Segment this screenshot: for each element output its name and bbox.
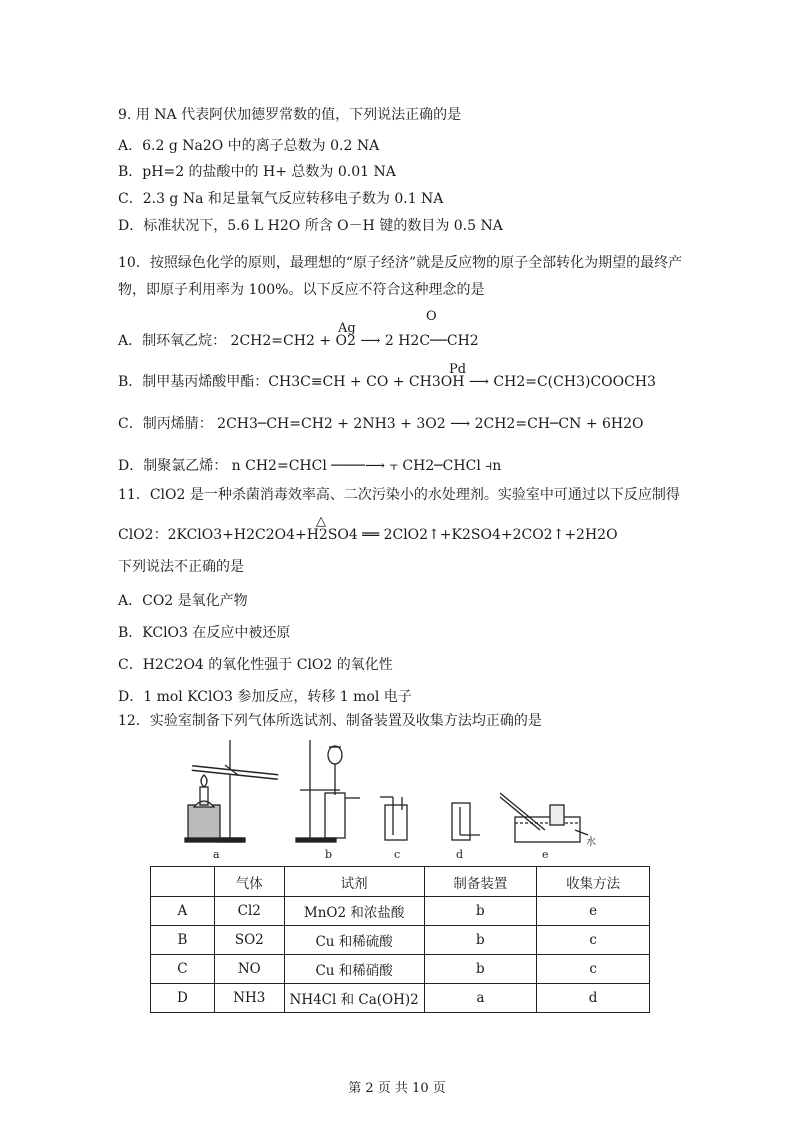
q10-catalyst-pd: Pd (449, 362, 467, 377)
table-header-cell: 收集方法 (537, 867, 650, 897)
q10-stem-line2: 物，即原子利用率为 100%。以下反应不符合这种理念的是 (118, 282, 485, 298)
table-row (151, 897, 650, 926)
q10-option-d: D．制聚氯乙烯： n CH2=CHCl ────⟶ ⫟ CH2─CHCl ⫞n (118, 458, 502, 474)
apparatus-label-c: c (394, 848, 401, 861)
apparatus-b-icon (296, 740, 360, 842)
table-header-cell: 气体 (214, 867, 284, 897)
q11-heat-sign: △ (316, 514, 326, 529)
q9-option-c: C．2.3 g Na 和足量氧气反应转移电子数为 0.1 NA (118, 191, 444, 207)
q10-option-c: C．制丙烯腈： 2CH3─CH=CH2 + 2NH3 + 3O2 ⟶ 2CH2=CH─CN + 6H2O (118, 416, 644, 432)
table-cell: Cu 和稀硝酸 (284, 955, 424, 984)
table-cell: c (537, 955, 650, 984)
apparatus-d-icon (452, 803, 480, 840)
table-cell: NH4Cl 和 Ca(OH)2 (284, 984, 424, 1013)
table-cell: Cu 和稀硫酸 (284, 926, 424, 955)
q9-stem: 9. 用 NA 代表阿伏加德罗常数的值，下列说法正确的是 (118, 107, 462, 123)
table-header-row (151, 867, 650, 897)
table-header-cell: 制备装置 (424, 867, 537, 897)
q11-option-c: C．H2C2O4 的氧化性强于 ClO2 的氧化性 (118, 657, 393, 673)
table-cell: A (151, 897, 215, 926)
table-cell: Cl2 (214, 897, 284, 926)
q11-prompt: 下列说法不正确的是 (118, 559, 244, 575)
q12-options-table (150, 866, 650, 1013)
apparatus-label-a: a (213, 848, 220, 861)
table-cell: D (151, 984, 215, 1013)
page-footer: 第 2 页 共 10 页 (348, 1081, 446, 1096)
table-row (151, 926, 650, 955)
table-cell: B (151, 926, 215, 955)
table-cell: MnO2 和浓盐酸 (284, 897, 424, 926)
table-cell: b (424, 897, 537, 926)
table-cell: SO2 (214, 926, 284, 955)
q10-option-b: B．制甲基丙烯酸甲酯：CH3C≡CH + CO + CH3OH ⟶ CH2=C(CH3)COOCH3 (118, 374, 656, 390)
q10-catalyst-ag: Ag (338, 321, 356, 336)
table-cell: a (424, 984, 537, 1013)
q10-epoxide-oxygen: O (426, 309, 437, 324)
table-cell: NO (214, 955, 284, 984)
apparatus-diagram (180, 735, 600, 865)
apparatus-label-b: b (325, 848, 333, 861)
q10-stem-line1: 10．按照绿色化学的原则，最理想的“原子经济”就是反应物的原子全部转化为期望的最终产 (118, 255, 683, 271)
q11-option-b: B．KClO3 在反应中被还原 (118, 625, 291, 641)
table-row (151, 984, 650, 1013)
q11-option-d: D．1 mol KClO3 参加反应，转移 1 mol 电子 (118, 689, 412, 705)
q11-option-a: A．CO2 是氧化产物 (118, 593, 248, 609)
apparatus-label-e: e (542, 848, 549, 861)
q9-option-d: D．标准状况下，5.6 L H2O 所含 O－H 键的数目为 0.5 NA (118, 218, 503, 234)
table-cell: NH3 (214, 984, 284, 1013)
apparatus-e-icon (500, 793, 588, 842)
table-header-cell (151, 867, 215, 897)
table-cell: e (537, 897, 650, 926)
q11-equation: ClO2：2KClO3+H2C2O4+H2SO4 ══ 2ClO2↑+K2SO4+2CO2↑+2H2O (118, 527, 618, 543)
q10-option-a: A．制环氧乙烷： 2CH2=CH2 + O2 ⟶ 2 H2C──CH2 (118, 333, 479, 349)
apparatus-label-d: d (456, 848, 464, 861)
q11-stem: 11．ClO2 是一种杀菌消毒效率高、二次污染小的水处理剂。实验室中可通过以下反应制得 (118, 487, 680, 503)
table-cell: b (424, 955, 537, 984)
table-cell: b (424, 926, 537, 955)
apparatus-a-icon (185, 740, 278, 842)
q9-option-a: A．6.2 g Na2O 中的离子总数为 0.2 NA (118, 138, 380, 154)
apparatus-c-icon (380, 797, 407, 840)
table-cell: C (151, 955, 215, 984)
q9-option-b: B．pH=2 的盐酸中的 H+ 总数为 0.01 NA (118, 164, 396, 180)
table-cell: c (537, 926, 650, 955)
apparatus-water-label: 水 (586, 837, 596, 848)
table-header-cell: 试剂 (284, 867, 424, 897)
table-row (151, 955, 650, 984)
table-cell: d (537, 984, 650, 1013)
q12-stem: 12．实验室制备下列气体所选试剂、制备装置及收集方法均正确的是 (118, 713, 542, 729)
